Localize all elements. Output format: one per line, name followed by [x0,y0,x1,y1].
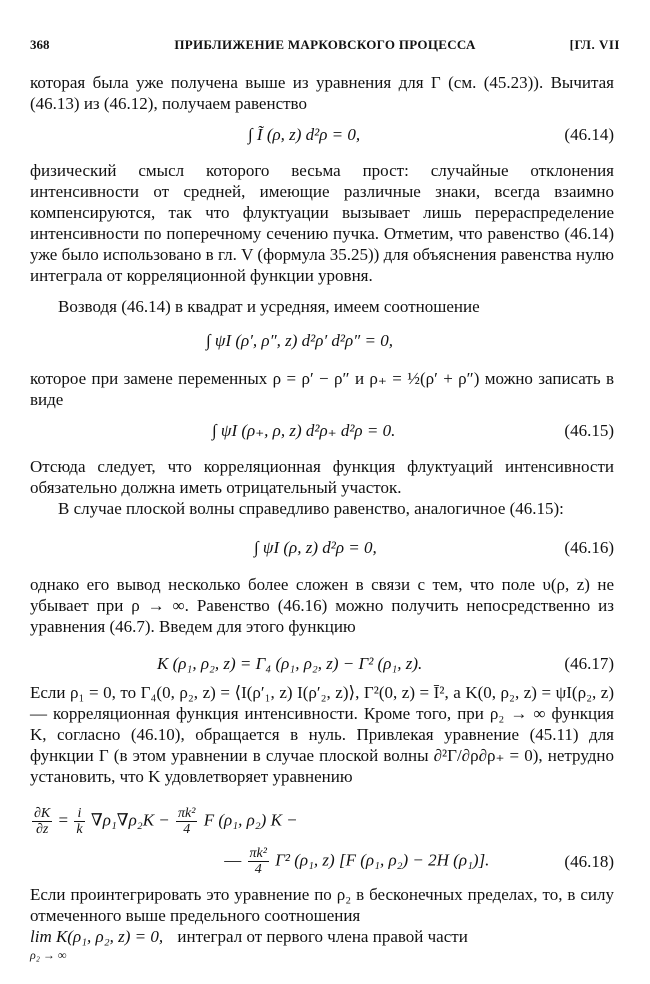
equation-body: K (ρ₁, ρ₂, z) = Γ₄ (ρ₁, ρ₂, z) − Γ² (ρ₁, z). [157,654,423,673]
equation-body: ∫ Ĩ (ρ, z) d²ρ = 0, [248,125,361,144]
limit-subscript: ρ₂ → ∞ [30,948,67,962]
equation-number: (46.17) [564,654,614,673]
fraction-pik2-4: $\frac{\text{πk²}}{4}$ [178,806,196,837]
equation-46-18-line-1: $\frac{\partial K}{\partial z}$ = $\frac{i}{k}$ ∇ρ₁∇ρ₂K − $\frac{\text{πk²}}{4}$ F (ρ₁, ρ₂) K − [34,806,298,837]
equation-46-18-line-2: — $\frac{\text{πk²}}{4}$ Γ² (ρ₁, z) [F (ρ₁, ρ₂) − 2H (ρ₁)]. (46.18) [224,846,614,877]
fraction-i-k: $\frac{i}{k}$ [76,806,83,837]
paragraph-8: Если ρ₁ = 0, то Γ₄(0, ρ₂, z) = ⟨I(ρ′₁, z) I(ρ′₂, z)⟩, Γ²(0, z) = Ī², а K(0, ρ₂, z) = ψI(ρ₂, z) — корреляционная функция интенсивности. Кроме того, при ρ₂ → ∞ функция K, согласно (46.10), обращается в нуль. Привлекая уравнение (45.11) для функции Γ (в этом уравнении в случае плоской волны ∂²Γ/∂ρ∂ρ₊ = 0), нетрудно установить, что K удовлетворяет уравнению [30,683,614,786]
equation-number: (46.15) [564,421,614,440]
equation-number: (46.14) [564,125,614,144]
equation-unnumbered [30,330,614,354]
limit-expression: lim K(ρ₁, ρ₂, z) = 0, [30,927,164,946]
fraction-pik2-4-second: $\frac{\text{πk²}}{4}$ [249,846,267,877]
equation-46-15 [30,420,614,444]
page-number: 368 [30,37,50,52]
equation-number: (46.16) [564,538,614,557]
paragraph-1: которая была уже получена выше из уравнения для Γ (см. (45.23)). Вычитая (46.13) из (46.12), получаем равенство [30,73,614,113]
running-header [30,34,620,54]
paragraph-3: Возводя (46.14) в квадрат и усредняя, имеем соотношение [58,297,480,316]
equation-body: ∫ ψI (ρ, z) d²ρ = 0, [254,538,377,557]
paragraph-10-text: интеграл от первого члена правой части [177,927,468,946]
equation-term-1: ∇ρ₁∇ρ₂K − [90,810,170,830]
paragraph-2: физический смысл которого весьма прост: случайные отклонения интенсивности от средней, имеющие различные знаки, всегда взаимно компенсируются, так что флуктуации вызывает лишь перераспределение интенсивности по поперечному сечению пучка. Отметим, что равенство (46.14) уже было использовано в гл. V (формула 35.25)) для объяснения равенства нулю интеграла от корреляционной функции уровня. [30,161,614,285]
running-title: ПРИБЛИЖЕНИЕ МАРКОВСКОГО ПРОЦЕССА [174,37,476,52]
equation-46-17 [30,653,614,677]
equation-46-14 [30,124,614,148]
equation-term-3: Γ² (ρ₁, z) [F (ρ₁, ρ₂) − 2H (ρ₁)]. [275,850,490,870]
fraction-dk-dz: $\frac{\partial K}{\partial z}$ [34,806,51,837]
equation-body: ∫ ψI (ρ′, ρ″, z) d²ρ′ d²ρ″ = 0, [206,331,393,350]
equation-46-16 [30,537,614,561]
equation-term-2: F (ρ₁, ρ₂) K − [203,810,298,830]
paragraph-9: Если проинтегрировать это уравнение по ρ₂ в бесконечных пределах, то, в силу отмеченного выше предельного соотношения [30,885,614,925]
paragraph-6: В случае плоской волны справедливо равенство, аналогичное (46.15): [58,499,564,518]
equation-number: (46.18) [564,852,614,871]
paragraph-10 [30,926,614,962]
paragraph-4: которое при замене переменных ρ = ρ′ − ρ″ и ρ₊ = ½(ρ′ + ρ″) можно записать в виде [30,369,614,409]
chapter-label: [ГЛ. VII [569,37,620,52]
paragraph-5: Отсюда следует, что корреляционная функция флуктуаций интенсивности обязательно должна иметь отрицательный участок. [30,457,614,497]
paragraph-7: однако его вывод несколько более сложен в связи с тем, что поле υ(ρ, z) не убывает при ρ → ∞. Равенство (46.16) можно получить непосредственно из уравнения (46.7). Введем для этого функцию [30,575,614,636]
equation-body: ∫ ψI (ρ₊, ρ, z) d²ρ₊ d²ρ = 0. [212,421,396,440]
